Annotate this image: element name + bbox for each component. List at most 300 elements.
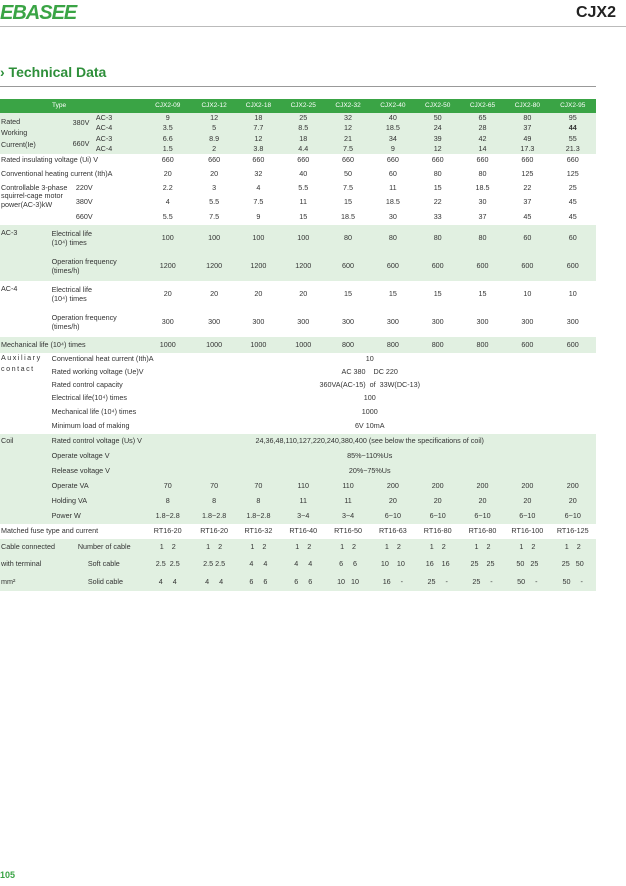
section-title: › Technical Data [0,64,107,80]
cell: 11 [281,494,326,509]
cell: 3.8 [236,144,280,154]
label-line: (times/h) [51,321,80,331]
cell: 600 [549,337,596,353]
label-line: Electrical life [51,229,92,239]
row-label [51,308,144,337]
cell: 1000 [236,337,280,353]
cell: 660 [476,155,489,165]
cell: 1.8~2.8 [143,509,192,524]
cell: 80 [416,225,460,252]
cell: 9 [143,113,192,123]
cell: 1000 [281,337,326,353]
cell: 1.5 [143,144,192,154]
cell: 25 [281,113,326,123]
cell: 21 [326,134,370,144]
cell: 15 [433,182,442,192]
cell: 300 [252,317,265,327]
cell: 100 [192,225,236,252]
cell: 6V 10mA [354,421,385,431]
cell: 80 [460,225,505,252]
row-label: Rated working voltage (Ue)V [51,367,144,377]
cell: 25 [568,182,577,192]
cell: 65 [460,113,505,123]
table-row [0,392,596,405]
cell: 110 [326,479,370,494]
cell: 4 4 [281,555,326,573]
cell: RT16-80 [423,526,452,536]
table-row [0,225,596,252]
cell: 300 [161,317,174,327]
category-label: AC-3 [74,113,144,123]
cell: 660 [297,155,310,165]
cell: 20 [210,168,219,178]
row-label [51,225,144,252]
cell: 20 [505,494,549,509]
cell: 44 [549,123,596,133]
cell: 1 2 [549,539,596,555]
row-label: Rated insulating voltage (Ui) V [1,155,99,165]
row-label [51,252,144,281]
cell: AC 380 DC 220 [341,367,398,377]
table-row [0,524,596,539]
cell: 37 [523,196,532,206]
row-label: Rated control voltage (Us) V [51,434,144,449]
cell: 1200 [281,252,326,281]
spacer-cell [0,509,51,524]
cell: 4 [165,196,170,206]
cell: 200 [460,479,505,494]
cell: 20 [254,289,263,299]
cell: 1.8~2.8 [236,509,280,524]
cell: 15 [433,289,442,299]
row-label: Number of cable [74,539,144,555]
label-line: Working [1,128,28,138]
cell: 600 [326,252,370,281]
cell: 360VA(AC-15) of 33W(DC-13) [319,380,420,390]
cell: 16 - [370,573,415,591]
cell: 5.5 [209,196,220,206]
cell: RT16-63 [378,526,407,536]
cell: 660 [521,155,534,165]
table-row [0,509,596,524]
cell: 95 [549,113,596,123]
cell: 20 [163,168,172,178]
table-row [0,209,596,225]
technical-data-table [0,99,596,591]
cell: 200 [370,479,415,494]
voltage-label: 660V [51,134,74,155]
table-row [0,573,596,591]
cell: 11 [326,494,370,509]
cell: 80 [433,168,442,178]
cell: 50 [416,113,460,123]
cell: 32 [254,168,263,178]
table-row [0,379,596,392]
cell: 10 10 [326,573,370,591]
cell: 8 [192,494,236,509]
rated-current-label [0,113,51,154]
cell: 25 25 [460,555,505,573]
cell: 110 [281,479,326,494]
cell: 8 [143,494,192,509]
table-row [0,479,596,494]
cell: 10 [523,289,532,299]
cell: 660 [252,155,265,165]
cell: RT16-100 [511,526,544,536]
label-line: Auxiliary [1,353,42,363]
cell: 20 [163,289,172,299]
cell: 20 [210,289,219,299]
model-header: CJX2-65 [460,99,505,113]
cell: 25 - [460,573,505,591]
cell: 70 [236,479,280,494]
cell: 16 16 [416,555,460,573]
label-line: Operation frequency [51,257,117,267]
table-row [0,134,596,144]
table-row [0,434,596,449]
cell: 50 25 [505,555,549,573]
cell: 300 [521,317,534,327]
cell: 50 [344,168,353,178]
cell: 800 [370,337,415,353]
cell: 1 2 [326,539,370,555]
cell: 18.5 [385,196,400,206]
cell: 18 [281,134,326,144]
cell: 100 [143,225,192,252]
cell: 800 [460,337,505,353]
aux-label [0,353,51,434]
cell: RT16-50 [334,526,362,536]
row-label: Mechanical life (10⁴) times [0,337,143,353]
model-header: CJX2-18 [236,99,280,113]
cell: 18.5 [341,211,356,221]
row-label: Mechanical life (10⁴) times [51,406,137,416]
cell: 15 [478,289,487,299]
row-label [51,281,144,308]
cell: 200 [416,479,460,494]
label-line: Rated [1,117,21,127]
cell: 6~10 [416,509,460,524]
row-label: Rated control capacity [51,380,123,390]
cell: 3.5 [143,123,192,133]
row-label: Power W [51,509,144,524]
row-label: Holding VA [51,494,144,509]
cell: 22 [523,182,532,192]
cell: 18.5 [370,123,415,133]
page-number: 105 [0,870,16,880]
cell: 4.4 [281,144,326,154]
table-row [0,353,596,366]
model-header: CJX2-50 [416,99,460,113]
cell: 80 [505,113,549,123]
cell: 1 2 [281,539,326,555]
cell: 3~4 [326,509,370,524]
cell: 1000 [192,337,236,353]
cell: 600 [370,252,415,281]
cell: 20%~75%Us [143,464,596,479]
cell: 20 [299,289,308,299]
cell: 55 [549,134,596,144]
cell: 300 [297,317,310,327]
row-label: Electrical life(10⁴) times [51,393,128,403]
cell: 600 [460,252,505,281]
type-label: Type [0,99,143,113]
row-label: with terminal [0,555,74,573]
cell: 7.5 [343,182,354,192]
cell: 4 4 [192,573,236,591]
cell: 25 - [416,573,460,591]
cell: 9 [256,211,261,221]
spacer-cell [0,494,51,509]
model-header: CJX2-12 [192,99,236,113]
cell: 6 6 [236,573,280,591]
cell: 3~4 [281,509,326,524]
model-header: CJX2-40 [370,99,415,113]
cell: 20 [549,494,596,509]
cell: 1 2 [370,539,415,555]
model-header: CJX2-32 [326,99,370,113]
cell: 80 [478,168,487,178]
row-label: Release voltage V [51,464,144,479]
cell: 6 6 [281,573,326,591]
cell: 14 [460,144,505,154]
cell: 8 [236,494,280,509]
cell: 300 [342,317,355,327]
cell: 50 - [549,573,596,591]
label-line: Current(Ie) [1,139,36,149]
cell: 6~10 [549,509,596,524]
label-line: (10⁴) times [51,237,87,247]
cell: RT16-32 [244,526,273,536]
cell: 15 [299,211,308,221]
row-label: mm² [0,573,74,591]
table-row [0,195,596,209]
cell: 24,36,48,110,127,220,240,380,400 (see below the specifications of coil) [143,434,596,449]
cell: 100 [236,225,280,252]
cell: 125 [521,168,534,178]
cell: 45 [523,211,532,221]
label-line: contact [1,364,35,374]
cell: 22 [433,196,442,206]
table-row [0,337,596,353]
table-row [0,113,596,123]
cell: RT16-40 [289,526,318,536]
table-row [0,252,596,281]
ac3-label: AC-3 [0,225,51,281]
cell: 100 [363,393,376,403]
row-label: Cable connected [0,539,74,555]
cell: 600 [505,337,549,353]
cell: 12 [236,134,280,144]
cell: 1 2 [192,539,236,555]
table-row [0,366,596,379]
cell: 32 [326,113,370,123]
cell: 6.6 [143,134,192,144]
table-row [0,308,596,337]
cell: 1000 [361,406,378,416]
cell: 50 - [505,573,549,591]
cell: 49 [505,134,549,144]
cell: 5 [192,123,236,133]
table-row [0,281,596,308]
cell: 33 [433,211,442,221]
cell: 8.9 [192,134,236,144]
table-row [0,494,596,509]
cell: 4 [256,182,261,192]
cell: 6 6 [326,555,370,573]
cell: 600 [416,252,460,281]
cell: 600 [549,252,596,281]
category-label: AC-3 [74,134,144,144]
label-line: (times/h) [51,265,80,275]
model-header: CJX2-25 [281,99,326,113]
row-label: Soft cable [74,555,144,573]
table-row [0,555,596,573]
cell: 37 [478,211,487,221]
cell: 600 [505,252,549,281]
cell: 7.5 [209,211,220,221]
cell: 15 [344,289,353,299]
cell: 70 [143,479,192,494]
cell: 11 [389,182,397,192]
row-label: Minimum load of making [51,421,130,431]
cell: 42 [460,134,505,144]
cell: 25 50 [549,555,596,573]
row-label: Conventional heating current (Ith)A [1,168,113,178]
cell: 11 [299,196,307,206]
row-label: Solid cable [74,573,144,591]
cell: 5.5 [298,182,309,192]
cell: 1 2 [460,539,505,555]
cell: 45 [568,196,577,206]
row-label: Conventional heat current (Ith)A [51,354,154,364]
table-row [0,181,596,195]
table-row [0,419,596,434]
cell: 15 [388,289,397,299]
model-header: CJX2-95 [549,99,596,113]
cell: 1200 [143,252,192,281]
row-label: Matched fuse type and current [1,526,99,536]
cell: 800 [326,337,370,353]
cell: 10 [568,289,577,299]
cell: 660 [208,155,221,165]
cell: 1 2 [236,539,280,555]
table-row [0,449,596,464]
header-divider [0,26,626,27]
cell: 12 [326,123,370,133]
label-line: (10⁴) times [51,293,87,303]
table-row [0,167,596,181]
voltage-label: 660V [75,211,93,221]
motor-power-label: Controllable 3-phase squirrel-cage motor power(AC-3)kW [1,183,68,209]
cell: 12 [416,144,460,154]
table-header-row [0,99,596,113]
cell: 2.2 [162,182,173,192]
cell: 40 [370,113,415,123]
category-label: AC-4 [74,123,144,133]
cell: 1 2 [505,539,549,555]
cell: 12 [192,113,236,123]
cell: 200 [505,479,549,494]
coil-label: Coil [0,434,51,479]
cell: 60 [549,225,596,252]
cell: 70 [192,479,236,494]
cell: 2 [192,144,236,154]
ac4-label: AC-4 [1,284,18,294]
cell: 18 [236,113,280,123]
cell: 100 [281,225,326,252]
cell: 34 [370,134,415,144]
cell: 4 4 [236,555,280,573]
cell: 20 [370,494,415,509]
cell: 1200 [192,252,236,281]
cell: 200 [549,479,596,494]
label-line: Electrical life [51,285,92,295]
cell: 18.5 [475,182,490,192]
row-label: Operate voltage V [51,449,144,464]
cell: 28 [460,123,505,133]
model-header: CJX2-09 [143,99,192,113]
cell: 660 [342,155,355,165]
cell: 39 [416,134,460,144]
cell: 80 [370,225,415,252]
label-line: Operation frequency [51,313,117,323]
cell: 660 [386,155,399,165]
cell: 660 [161,155,174,165]
cell: 20 [416,494,460,509]
cell: 8.5 [281,123,326,133]
voltage-label: 380V [75,196,93,206]
cell: 1 2 [416,539,460,555]
cell: RT16-80 [468,526,497,536]
cell: 21.3 [549,144,596,154]
cell: 300 [566,317,579,327]
cell: 2.5 2.5 [143,555,192,573]
cell: 6~10 [505,509,549,524]
section-divider [0,86,596,87]
spacer-cell [0,479,51,494]
cell: 1.8~2.8 [192,509,236,524]
model-title: CJX2 [575,4,616,21]
cell: 24 [416,123,460,133]
cell: 125 [566,168,579,178]
cell: 660 [431,155,444,165]
cell: RT16-20 [153,526,182,536]
model-header: CJX2-80 [505,99,549,113]
voltage-label: 220V [75,182,93,192]
cell: 1000 [143,337,192,353]
row-label: Operate VA [51,479,144,494]
cell: 800 [416,337,460,353]
cell: 10 [365,354,374,364]
cell: 1 2 [143,539,192,555]
cell: 300 [208,317,221,327]
brand-logo: EBASEE [0,2,77,24]
cell: 85%~110%Us [143,449,596,464]
cell: 6~10 [460,509,505,524]
cell: 300 [386,317,399,327]
voltage-label: 380V [51,113,74,134]
cell: 660 [566,155,579,165]
cell: 20 [460,494,505,509]
cell: 30 [478,196,487,206]
cell: RT16-125 [556,526,589,536]
cell: 4 4 [143,573,192,591]
table-row [0,154,596,167]
cell: 17.3 [505,144,549,154]
cell: 10 10 [370,555,415,573]
cell: 1200 [236,252,280,281]
